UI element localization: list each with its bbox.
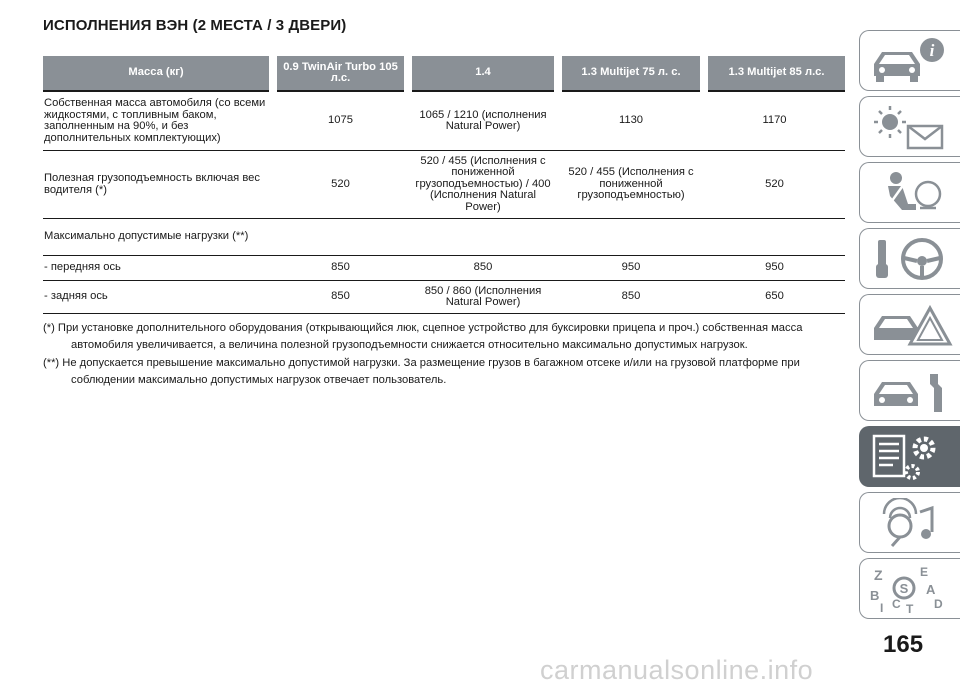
page-number: 165 xyxy=(883,631,924,658)
steering-wheel-icon xyxy=(868,234,954,284)
tab-safety[interactable] xyxy=(859,162,960,223)
row-label: Полезная грузоподъемность включая вес водителя (*) xyxy=(43,151,273,219)
table-cell: 520 xyxy=(273,151,408,219)
table-cell: 1075 xyxy=(273,91,408,151)
tab-emergency[interactable] xyxy=(859,294,960,355)
footnote-1: (*) При установке дополнительного оборудования (открывающийся люк, сцепное устройство для буксировки прицепа и проч.) собственная масса автомобиля увеличивается, а величина полезной грузоподъемности снижается относительно максимально допустимых нагрузок. xyxy=(43,322,803,351)
row-label: - передняя ось xyxy=(43,256,273,281)
tab-warning-lights[interactable] xyxy=(859,96,960,157)
warning-lights-icon xyxy=(868,102,954,152)
svg-text:D: D xyxy=(934,597,943,611)
mass-table xyxy=(43,56,845,314)
svg-text:C: C xyxy=(892,597,901,611)
tab-car-info[interactable] xyxy=(859,30,960,91)
table-cell: 850 xyxy=(408,256,558,281)
watermark: carmanualsonline.info xyxy=(540,655,814,685)
header-1-4: 1.4 xyxy=(408,56,558,91)
row-label: Максимально допустимые нагрузки (**) xyxy=(43,219,273,256)
svg-text:B: B xyxy=(870,588,880,603)
table-cell: 1170 xyxy=(704,91,845,151)
table-row xyxy=(43,151,845,219)
footnote-2: (**) Не допускается превышение максимально допустимой нагрузки. За размещение грузов в багажном отсеке и/или на грузовой платформе при соблюдении максимально допустимых нагрузок отвечает пользователь. xyxy=(43,357,800,386)
tab-maintenance[interactable] xyxy=(859,360,960,421)
table-cell: 850 xyxy=(558,281,704,314)
table-cell: 650 xyxy=(704,281,845,314)
svg-text:I: I xyxy=(880,601,884,614)
car-info-icon xyxy=(868,36,954,86)
table-cell: 850 xyxy=(273,256,408,281)
multimedia-icon xyxy=(868,498,954,548)
page-title: ИСПОЛНЕНИЯ ВЭН (2 МЕСТА / 3 ДВЕРИ) xyxy=(43,17,347,34)
table-row xyxy=(43,91,845,151)
table-row xyxy=(43,219,845,256)
svg-text:i: i xyxy=(929,41,935,60)
header-multijet-75: 1.3 Multijet 75 л. с. xyxy=(558,56,704,91)
table-row xyxy=(43,281,845,314)
svg-text:A: A xyxy=(926,582,936,597)
car-maintenance-icon xyxy=(868,366,954,416)
header-multijet-85: 1.3 Multijet 85 л.с. xyxy=(704,56,845,91)
alphabetical-index-icon xyxy=(868,564,954,614)
svg-text:E: E xyxy=(920,565,929,579)
table-cell: 850 xyxy=(273,281,408,314)
table-cell: 850 / 860 (Исполнения Natural Power) xyxy=(408,281,558,314)
table-cell: 950 xyxy=(558,256,704,281)
row-label: Собственная масса автомобиля (со всеми жидкостями, с топливным баком, заполненным на 90%, и без дополнительных комплектующих) xyxy=(43,91,273,151)
svg-text:S: S xyxy=(899,581,909,596)
row-label: - задняя ось xyxy=(43,281,273,314)
table-cell xyxy=(704,219,845,256)
airbag-seatbelt-icon xyxy=(868,168,954,218)
table-cell xyxy=(408,219,558,256)
tab-starting-driving[interactable] xyxy=(859,228,960,289)
table-cell xyxy=(273,219,408,256)
chapter-sidebar xyxy=(859,30,960,624)
table-row xyxy=(43,256,845,281)
header-mass: Масса (кг) xyxy=(43,56,273,91)
svg-text:Z: Z xyxy=(874,567,883,583)
table-cell: 520 / 455 (Исполнения с пониженной грузоподъемностью) / 400 (Исполнения Natural Power) xyxy=(408,151,558,219)
table-cell: 1130 xyxy=(558,91,704,151)
tab-multimedia[interactable] xyxy=(859,492,960,553)
table-cell: 520 / 455 (Исполнения с пониженной грузоподъемностью) xyxy=(558,151,704,219)
table-header-row xyxy=(43,56,845,91)
table-cell: 520 xyxy=(704,151,845,219)
footnotes xyxy=(43,320,845,390)
tab-technical-data[interactable] xyxy=(859,426,960,487)
technical-data-icon xyxy=(868,432,954,482)
svg-text:T: T xyxy=(906,602,914,614)
tab-index[interactable] xyxy=(859,558,960,619)
emergency-icon xyxy=(868,300,954,350)
table-cell: 950 xyxy=(704,256,845,281)
table-cell: 1065 / 1210 (исполнения Natural Power) xyxy=(408,91,558,151)
header-twinair: 0.9 TwinAir Turbo 105 л.с. xyxy=(273,56,408,91)
table-cell xyxy=(558,219,704,256)
